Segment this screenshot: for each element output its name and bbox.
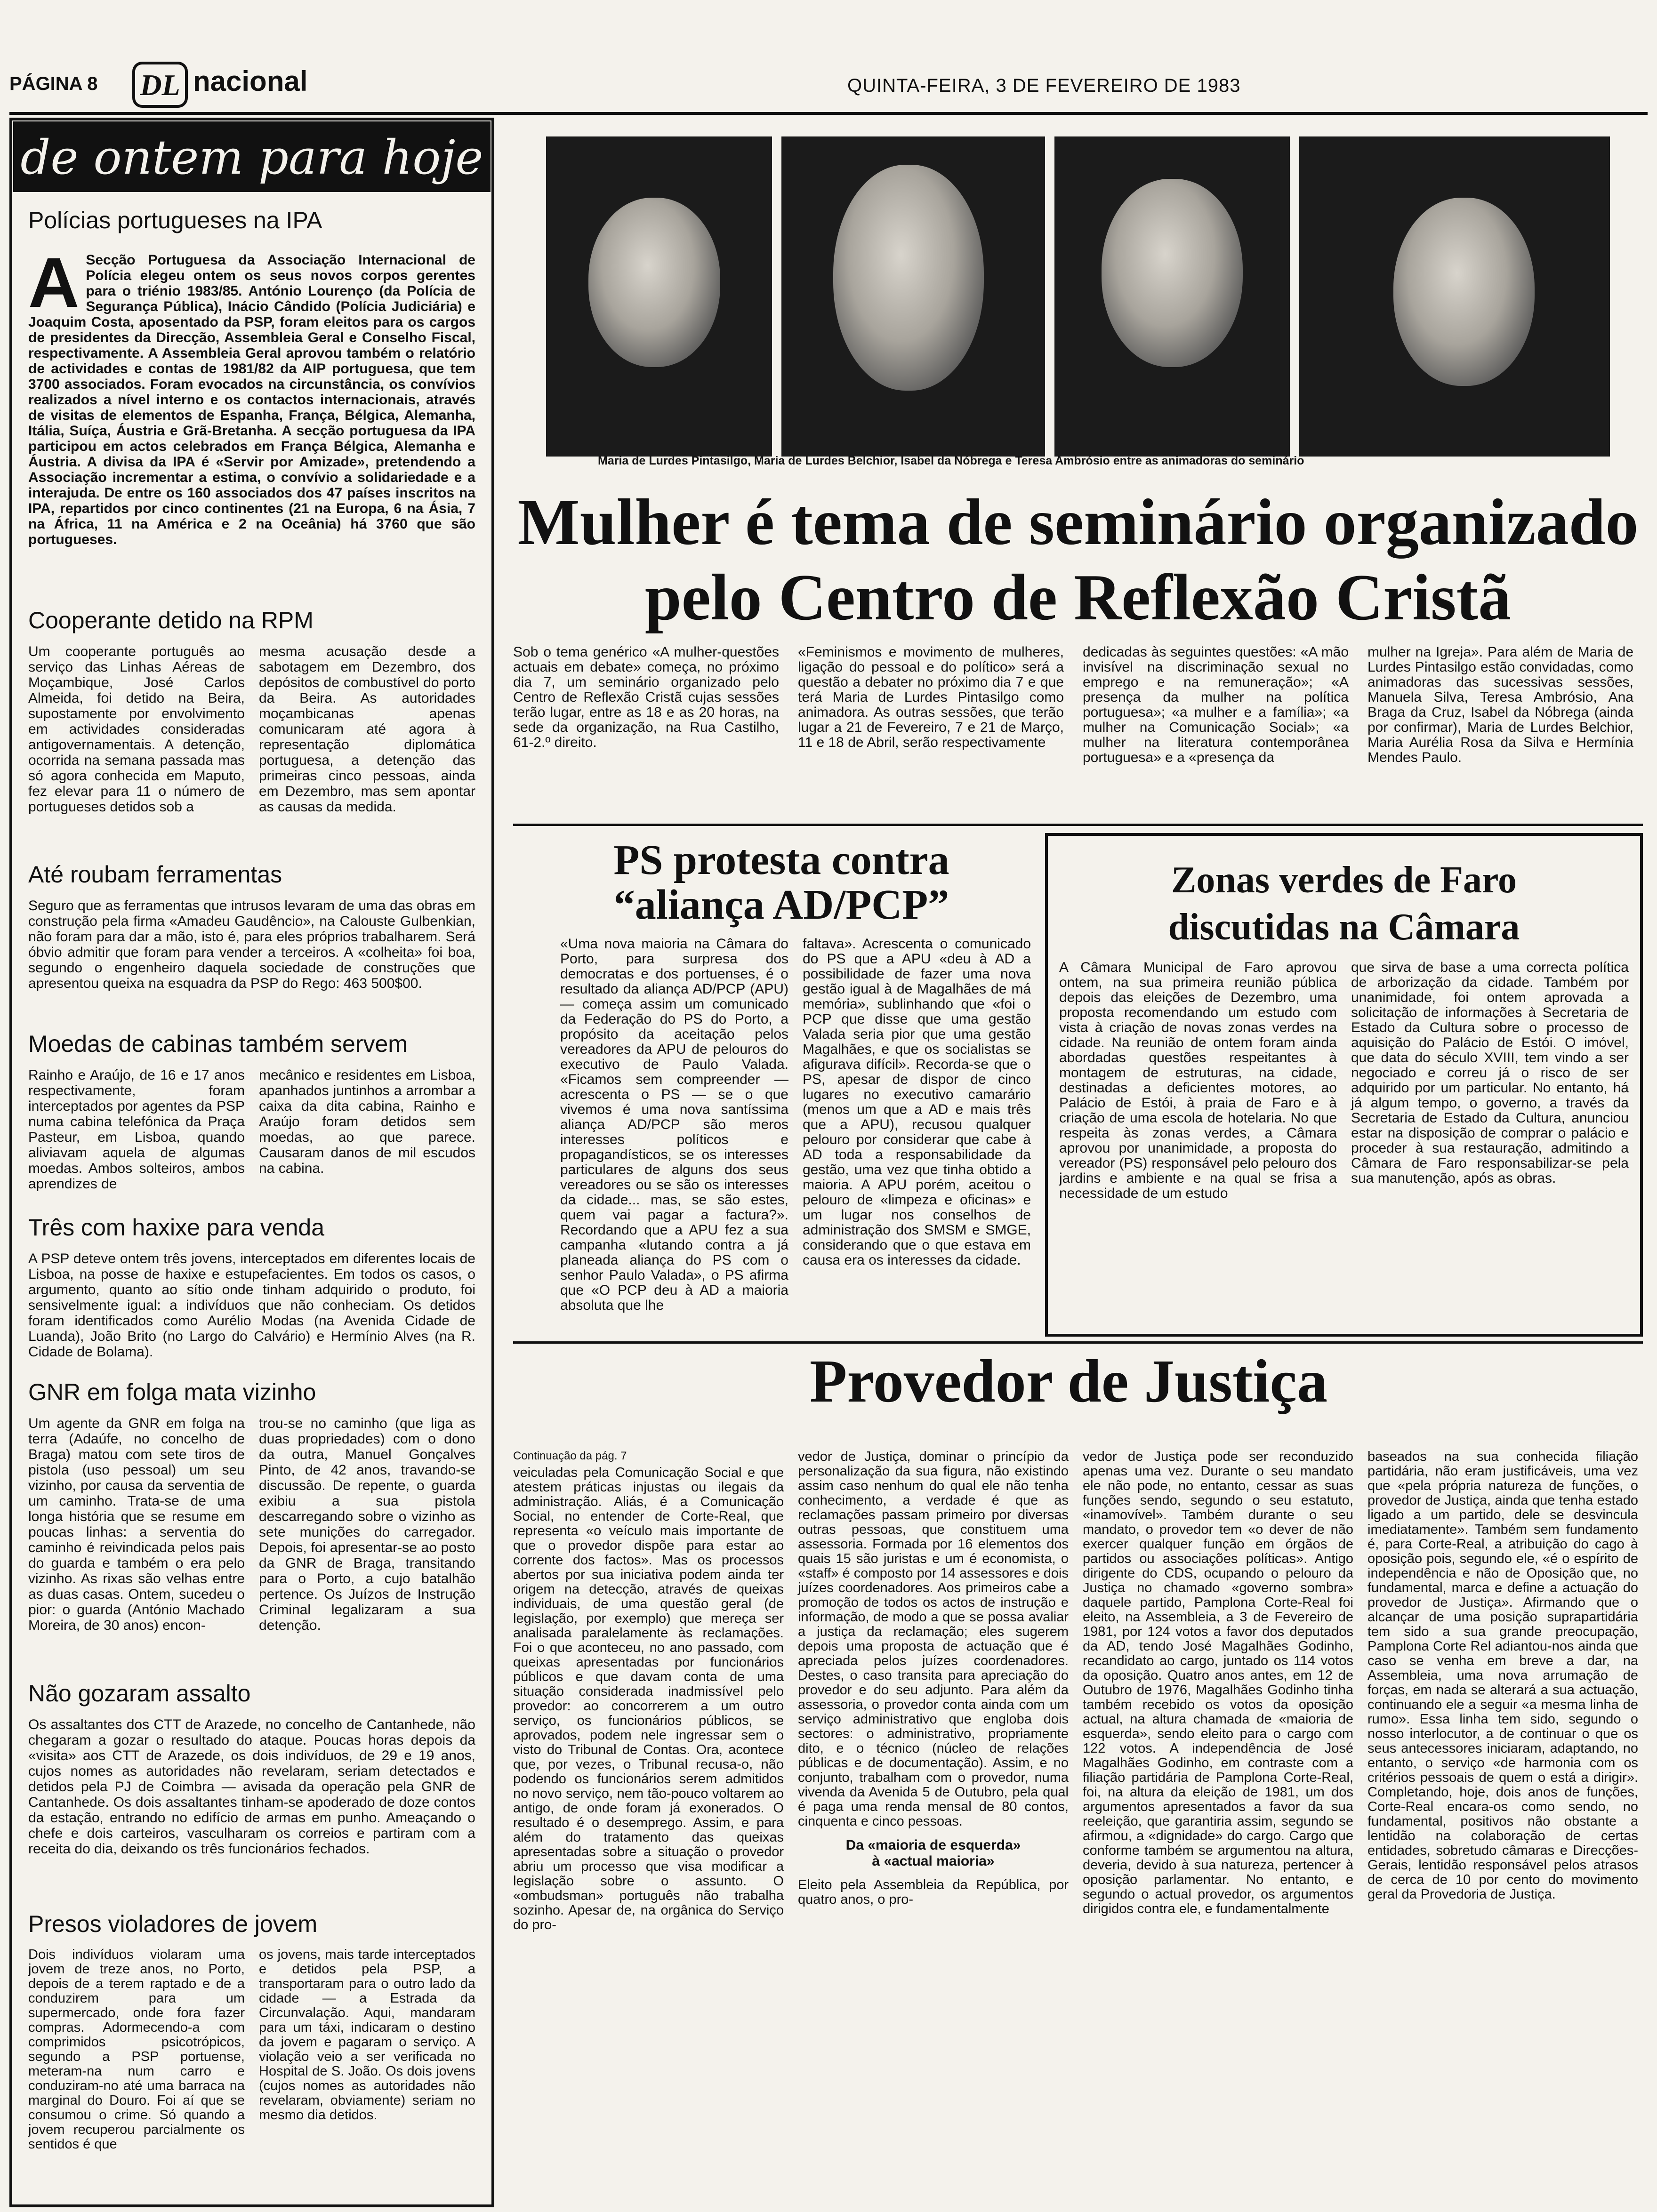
photo-pintasilgo — [546, 136, 772, 457]
article-ferramentas — [28, 861, 475, 991]
subheading-line1: Da «maioria de esquerda» — [845, 1837, 1021, 1853]
article-provedor-col4: baseados na sua conhecida filiação partidária, não eram justificáveis, uma vez que «pela própria natureza de funções, o provedor de Justiça, ainda que tenha estado ligado a um partido, dele se desvincula imediatamente». Também sem fundamento é, para Corte-Real, a atribuição do cago à oposição pois, segundo ele, «é o espírito de independência e não de Oposição que, no fundamental, marca e define a actuação do provedor de Justiça». Afirmando que o alcançar de uma posição suprapartidária tem sido a sua grande preocupação, Pamplona Corte Rel adiantou-nos ainda que caso se venha em breve a dar, na Assembleia, uma nova arrumação de forças, em nada se alterará a sua actuação, continuando ele a seguir «a mesma linha de rumo». Essa linha tem sido, segundo o nosso interlocutor, a de continuar o que os seus antecessores iniciaram, adaptando, no entanto, o serviço «de harmonia com os critérios pessoais de quem o está a dirigir». Completando, hoje, dois anos de funções, Corte-Real encara-os como sendo, no fundamental, positivos não obstante a lentidão na colaboração de certas entidades, sobretudo câmaras e Direcções-Gerais, lentidão responsável pelos atrasos de cerca de 10 por cento do movimento geral da Provedoria de Justiça. — [1367, 1449, 1638, 1902]
article-assalto — [28, 1680, 475, 1857]
issue-date: QUINTA-FEIRA, 3 DE FEVEREIRO DE 1983 — [847, 75, 1241, 96]
newspaper-logo-icon — [132, 61, 188, 108]
subheading — [798, 1837, 1069, 1869]
section-name: nacional — [193, 65, 308, 97]
drop-cap: A — [28, 243, 80, 322]
article-moedas-title: Moedas de cabinas também servem — [28, 1031, 408, 1057]
article-ps-col1: «Uma nova maioria na Câmara do Porto, para surpresa dos democratas e dos portuenses, é o resultado da aliança AD/PCP (APU) — começa assim um comunicado da Federação do PS do Porto, a propósito da aceitação pelos vereadores da APU de pelouros do executivo de Paulo Valada. «Ficamos sem compreender — acrescenta o PS — se o que vivemos é uma nova santíssima aliança AD/PCP são meros interesses políticos e propagandísticos, se os interesses particulares de alguns dos seus vereadores ou se são os interesses da cidade... mas, se são estes, quem vai pagar a factura?». Recordando que a APU fez a sua campanha «lutando contra a já planeada aliança do PS com o senhor Paulo Valada», o PS afirma que «O PCP deu à AD a maioria absoluta que lhe — [560, 936, 788, 1313]
photo-nobrega — [1054, 136, 1290, 457]
article-gnr-title: GNR em folga mata vizinho — [28, 1379, 316, 1405]
article-ipa-body: Secção Portuguesa da Associação Internacional de Polícia elegeu ontem os seus novos corpos gerentes para o triénio 1983/85. António Lourenço (da Polícia de Segurança Pública), Inácio Cândido (Polícia Judiciária) e Joaquim Costa, aposentado da PSP, foram eleitos para os cargos de presidentes da Direcção, Assembleia Geral e Conselho Fiscal, respectivamente. A Assembleia Geral aprovou também o relatório de actividades e contas de 1981/82 da AIP portuguesa, que tem 3700 associados. Foram evocados na circunstância, os convívios realizados a nível interno e os contactos internacionais, através de visitas de elementos de Espanha, França, Bélgica, Alemanha, Itália, Suíça, Áustria e Grã-Bretanha. A secção portuguesa da IPA participou em actos celebrados em França Bélgica, Alemanha e Áustria. A divisa da IPA é «Servir por Amizade», pretendendo a Associação incrementar a estima, o convívio a solidariedade e a interajuda. De entre os 160 associados dos 47 países inscritos na IPA, repartidos por cinco continentes (21 na Europa, 6 na Ásia, 7 na África, 11 na América e 2 na Oceânia) há 3760 que são portugueses. — [28, 252, 475, 547]
section-rule-2 — [513, 1341, 1643, 1344]
subheading-line2: à «actual maioria» — [872, 1853, 995, 1869]
photo-ambrosio — [1299, 136, 1610, 457]
article-violadores-col2: os jovens, mais tarde interceptados e detidos pela PSP, a transportaram para o outro lado da cidade — a Estrada da Circunvalação. Aqui, mandaram para um táxi, indicaram o destino da jovem e pagaram o serviço. A violação veio a ser verificada no Hospital de S. João. Os dois jovens (cujos nomes as autoridades não revelaram, obviamente) seriam no mesmo dia detidos. — [259, 1947, 475, 2123]
article-cooperante-col2: mesma acusação desde a sabotagem em Dezembro, dos depósitos de combustível do porto da Beira. As autoridades moçambicanas apenas comunicaram até agora à representação diplomática portuguesa, a detenção das primeiras cinco pessoas, ainda em Dezembro, mas sem apontar as causas da medida. — [259, 644, 475, 815]
article-provedor-body — [513, 1450, 1638, 1932]
photo-belchior — [781, 136, 1045, 457]
article-provedor-col3: vedor de Justiça pode ser reconduzido apenas uma vez. Durante o seu mandato ele não pode, no entanto, cessar as suas funções sendo, segundo o seu estatuto, «inamovível». Também durante o seu mandato, o provedor tem «o dever de não exercer qualquer função em órgãos de partidos ou associações políticas». Antigo dirigente do CDS, ocupando o pelouro da Justiça no chamado «governo sombra» daquele partido, Pamplona Corte-Real foi eleito, na Assembleia, a 3 de Fevereiro de 1981, por 124 votos a favor dos deputados da AD, tendo José Magalhães Godinho, recandidato ao cargo, juntado os 114 votos da oposição. Quatro anos antes, em 12 de Outubro de 1976, Magalhães Godinho tinha também recebido os votos da oposição actual, na altura chamada de «maioria de esquerda», sendo eleito para o cargo com 122 votos. A independência de José Magalhães Godinho, em contraste com a filiação partidária de Pamplona Corte-Real, foi, na altura da eleição de 1981, um dos argumentos apresentados a favor da sua reeleição, que garantiria assim, segundo se afirmou, a «dignidade» do cargo. Cargo que conforme também se argumentou na altura, deveria, devido à sua natureza, pertencer à oposição parlamentar. No entanto, e segundo o actual provedor, os argumentos dirigidos contra ele, e fundamentalmente — [1083, 1449, 1353, 1916]
headline-ps — [555, 838, 1007, 927]
article-provedor-col2b: Eleito pela Assembleia da República, por quatro anos, o pro- — [798, 1877, 1069, 1907]
article-assalto-title: Não gozaram assalto — [28, 1680, 251, 1707]
article-violadores — [28, 1911, 475, 2152]
article-haxixe — [28, 1214, 475, 1360]
article-zonas-col1: A Câmara Municipal de Faro aprovou ontem, na sua primeira reunião pública depois das eleições de Dezembro, uma proposta recomendando um estudo com vista à criação de novas zonas verdes na cidade. Na reunião de ontem foram ainda abordadas questões respeitantes à montagem de estruturas, na cidade, destinadas a deficientes motores, ao Palácio de Estói, à praia de Faro e à criação de uma escola de hotelaria. No que respeita às zonas verdes, a Câmara aprovou por unanimidade, a proposta do vereador (PS) responsável pelo pelouro dos jardins e ambiente e na qual se frisa a necessidade de um estudo — [1059, 960, 1337, 1201]
masthead-rule — [9, 112, 1648, 115]
article-violadores-col1: Dois indivíduos violaram uma jovem de treze anos, no Porto, depois de a terem raptado e de a conduzirem para um supermercado, onde fora fazer compras. Adormecendo-a com comprimidos psicotrópicos, segundo a PSP portuense, meteram-na num carro e conduziram-no até uma barraca na marginal do Douro. Foi aí que se consumou o crime. Só quando a jovem recuperou parcialmente os sentidos é que — [28, 1947, 245, 2152]
article-provedor-col2: vedor de Justiça, dominar o princípio da personalização da sua figura, não existindo assim caso nenhum do qual ele não tenha conhecimento, a verdade é que as reclamações passam primeiro por diversas outras pessoas, que constituem uma assessoria. Formada por 16 elementos dos quais 15 são juristas e um é economista, o «staff» é composto por 14 assessores e dois juízes coordenadores. Aos primeiros cabe a promoção de todos os actos de instrução e informação, de modo a que se possa avaliar a justiça da reclamação; eles sugerem depois uma proposta de actuação que é apreciada pelos juízes coordenadores. Destes, o caso transita para apreciação do provedor e do seu adjunto. Para além da assessoria, o provedor conta ainda com um serviço administrativo que engloba dois sectores: o administrativo, propriamente dito, e o técnico (núcleo de relações públicas e de documentação). Assim, e no conjunto, trabalham com o provedor, numa vivenda da Avenida 5 de Outubro, pela qual é paga uma renda mensal de 80 contos, cinquenta e cinco pessoas. — [798, 1449, 1069, 1829]
column-banner — [13, 121, 491, 192]
article-mulher-col1: Sob o tema genérico «A mulher-questões actuais em debate» começa, no próximo dia 7, um seminário organizado pelo Centro de Reflexão Cristã cujas sessões terão lugar, entre as 18 e as 20 horas, na sede da organização, na Rua Castilho, 61-2.º direito. — [513, 644, 779, 750]
headline-ps-line1: PS protesta contra — [613, 837, 949, 883]
article-moedas — [28, 1031, 475, 1192]
headline-mulher — [508, 485, 1648, 635]
article-ipa-title: Polícias portugueses na IPA — [28, 207, 322, 233]
article-cooperante-title: Cooperante detido na RPM — [28, 607, 314, 633]
masthead — [9, 61, 1648, 113]
article-ps-body — [560, 937, 1031, 1313]
article-ipa — [28, 207, 475, 547]
headline-zonas-line2: discutidas na Câmara — [1168, 906, 1520, 948]
article-zonas-body — [1059, 960, 1629, 1201]
article-provedor-col1-wrap — [513, 1450, 784, 1932]
article-cooperante — [28, 607, 475, 815]
article-zonas-col2: que sirva de base a uma correcta política de arborização da cidade. Também por unanimidade, foi ontem aprovada a solicitação de informações à Secretaria de Estado da Cultura sobre o processo de aquisição do Palácio de Estói. O imóvel, que data do século XVIII, tem vindo a ser negociado e correu já o risco de ser adquirido por um particular. No entanto, há já algum tempo, o governo, a través da Secretaria de Estado da Cultura, anunciou estar na disposição de comprar o palácio e proceder à sua restauração, admitindo a Câmara de Faro responsabilizar-se pela sua manutenção, após as obras. — [1351, 960, 1629, 1186]
article-mulher-col3: dedicadas às seguintes questões: «A mão invisível na discriminação sexual no emprego e na remuneração»; «A presença da mulher na política portuguesa»; «a mulher e a família»; «a mulher na Comunicação Social»; «a mulher na literatura contemporânea portuguesa» e a «presença da — [1083, 644, 1349, 765]
article-provedor-col1: veiculadas pela Comunicação Social e que atestem práticas injustas ou ilegais da administração. Aliás, é a Comunicação Social, no entender de Corte-Real, que representa «o veículo mais importante de que o provedor dispõe para estar ao corrente dos factos». Mas os processos abertos por sua iniciativa podem ainda ter origem na detecção, através de queixas individuais, de uma questão geral (de legislação, por exemplo) que mereça ser analisada paralelamente às reclamações. Foi o que aconteceu, no ano passado, com queixas apresentadas por funcionários públicos e que davam conta de uma situação considerada inadmissível pelo provedor: ao concorrerem a um outro serviço, os funcionários públicos, se aprovados, podem nele ingressar sem o visto do Tribunal de Contas. Ora, acontece que, por vezes, o Tribunal recusa-o, não podendo os funcionários serem admitidos no novo serviço, nem tão-pouco voltarem ao antigo, de onde foram já exonerados. O resultado é o desemprego. Assim, e para além do tratamento das queixas apresentadas sobre a situação o provedor abriu um processo que visa modificar a legislação sobre o assunto. O «ombudsman» português não trabalha sozinho. Apesar de, na orgânica do Serviço do pro- — [513, 1465, 784, 1932]
article-mulher-col4: mulher na Igreja». Para além de Maria de Lurdes Pintasilgo estão convidadas, como animadoras das sucessivas sessões, Manuela Silva, Teresa Ambrósio, Ana Braga da Cruz, Isabel da Nóbrega (ainda por confirmar), Maria de Lurdes Belchior, Maria Aurélia Rosa da Silva e Hermínia Mendes Paulo. — [1367, 644, 1633, 765]
article-haxixe-title: Três com haxixe para venda — [28, 1214, 325, 1241]
article-assalto-body: Os assaltantes dos CTT de Arazede, no concelho de Cantanhede, não chegaram a gozar o resultado do ataque. Poucas horas depois da «visita» aos CTT de Arazede, os dois indivíduos, de 29 e 19 anos, cujos nomes as autoridades não revelaram, seriam detectados e detidos pela PJ de Coimbra — avisada da operação pela GNR de Cantanhede. Os dois assaltantes tinham-se apoderado de doze contos da estação, entrando no edifício de armas em punho. Ameaçando o chefe e dois carteiros, vasculharam os correios e partiram com a receita do dia, deixando os três funcionários fechados. — [28, 1717, 475, 1857]
continuation-note: Continuação da pág. 7 — [513, 1450, 627, 1462]
photo-caption: Maria de Lurdes Pintasilgo, Maria de Lurdes Belchior, Isabel da Nóbrega e Teresa Ambrósio entre as animadoras do seminário — [598, 454, 1304, 467]
article-moedas-col2: mecânico e residentes em Lisboa, apanhados juntinhos a arrombar a caixa da dita cabina, Rainho e Araújo foram detidos sem moedas, ao que parece. Causaram danos de mil escudos na cabina. — [259, 1067, 475, 1176]
headline-ps-line2: “aliança AD/PCP” — [613, 882, 949, 928]
article-cooperante-col1: Um cooperante português ao serviço das Linhas Aéreas de Moçambique, José Carlos Almeida, foi detido na Beira, supostamente por envolvimento em actividades consideradas antigovernamentais. A detenção, ocorrida na semana passada mas só agora conhecida em Maputo, fez elevar para 11 o número de portugueses detidos sob a — [28, 644, 245, 815]
svg-text:DL: DL — [140, 68, 180, 102]
article-ps-col2: faltava». Acrescenta o comunicado do PS que a APU «deu à AD a possibilidade de fazer uma nova gestão igual à de Magalhães de má memória», sublinhando que «foi o PCP que disse que uma gestão Valada seria pior que uma gestão Magalhães, e que os socialistas se afigurava difícil». Recorda-se que o PS, apesar de dispor de cinco lugares no executivo camarário (menos um que a AD e mais três que a APU), recusou qualquer pelouro por considerar que cabe à AD toda a responsabilidade da gestão, uma vez que tinha obtido a maioria. A APU porém, aceitou o pelouro de «limpeza e oficinas» e um lugar nos conselhos de administração dos SMSM e SMGE, considerando que o que estava em causa era os interesses da cidade. — [803, 936, 1031, 1268]
headline-provedor: Provedor de Justiça — [809, 1347, 1328, 1415]
article-violadores-title: Presos violadores de jovem — [28, 1911, 318, 1937]
article-moedas-col1: Rainho e Araújo, de 16 e 17 anos respectivamente, foram interceptados por agentes da PSP numa cabina telefónica da Praça Pasteur, em Lisboa, quando aliviavam aquela de algumas moedas. Ambos solteiros, ambos aprendizes de — [28, 1067, 245, 1192]
headline-zonas — [1064, 857, 1624, 951]
section-rule — [513, 824, 1643, 826]
article-gnr-col2: trou-se no caminho (que liga as duas propriedades) com o dono da outra, Manuel Gonçalves Pinto, de 42 anos, travando-se discussão. De repente, o guarda exibiu a sua pistola descarregando sobre o vizinho as sete munições do carregador. Depois, foi apresentar-se ao posto da GNR de Braga, transitando para o Porto, a cujo batalhão pertence. Os Juízos de Instrução Criminal legalizaram a sua detenção. — [259, 1416, 475, 1633]
article-ferramentas-title: Até roubam ferramentas — [28, 861, 282, 888]
column-banner-title: de ontem para hoje — [20, 130, 483, 185]
article-ferramentas-body: Seguro que as ferramentas que intrusos levaram de uma das obras em construção pela firma «Amadeu Gaudêncio», na Calouste Gulbenkian, não foram para dar a mão, isto é, para eles próprios trabalharem. Será óbvio admitir que foram para vender a terceiros. A «colheita» foi boa, segundo o engenheiro daquela sociedade de construções que apresentou queixa na esquadra da PSP do Rego: 463 500$00. — [28, 898, 475, 991]
headline-zonas-line1: Zonas verdes de Faro — [1171, 859, 1517, 901]
article-gnr-col1: Um agente da GNR em folga na terra (Adaúfe, no concelho de Braga) matou com sete tiros de pistola (uso pessoal) um seu vizinho, por causa da serventia de um caminho. Trata-se de uma longa história que se resume em poucas linhas: a serventia do caminho é reivindicada pelos pais do guarda e também o era pelo vizinho. As rixas são velhas entre as duas casas. Ontem, sucedeu o pior: o guarda (António Machado Moreira, de 30 anos) encon- — [28, 1416, 245, 1633]
article-provedor-col2-wrap — [798, 1450, 1069, 1932]
page-number: PÁGINA 8 — [9, 73, 98, 94]
article-haxixe-body: A PSP deteve ontem três jovens, interceptados em diferentes locais de Lisboa, na posse de haxixe e estupefacientes. Em todos os casos, o argumento, quanto ao sítio onde tinham adquirido o produto, foi sensivelmente igual: a indivíduos que não conheciam. Os detidos foram identificados como Aurélio Modas (na Avenida Cidade de Luanda), João Brito (no Largo do Calvário) e Hermínio Alves (na R. Cidade de Bolama). — [28, 1251, 475, 1360]
headline-mulher-line1: Mulher é tema de seminário organizado — [517, 486, 1639, 559]
article-mulher-col2: «Feminismos e movimento de mulheres, ligação do pessoal e do político» será a questão a debater no próximo dia 7 e que terá Maria de Lurdes Pintasilgo como animadora. As outras sessões, que terão lugar a 21 de Fevereiro, 7 e 21 de Março, 11 e 18 de Abril, serão respectivamente — [798, 644, 1064, 750]
headline-mulher-line2: pelo Centro de Reflexão Cristã — [644, 561, 1512, 634]
article-gnr — [28, 1379, 475, 1633]
article-mulher-body — [513, 645, 1633, 765]
